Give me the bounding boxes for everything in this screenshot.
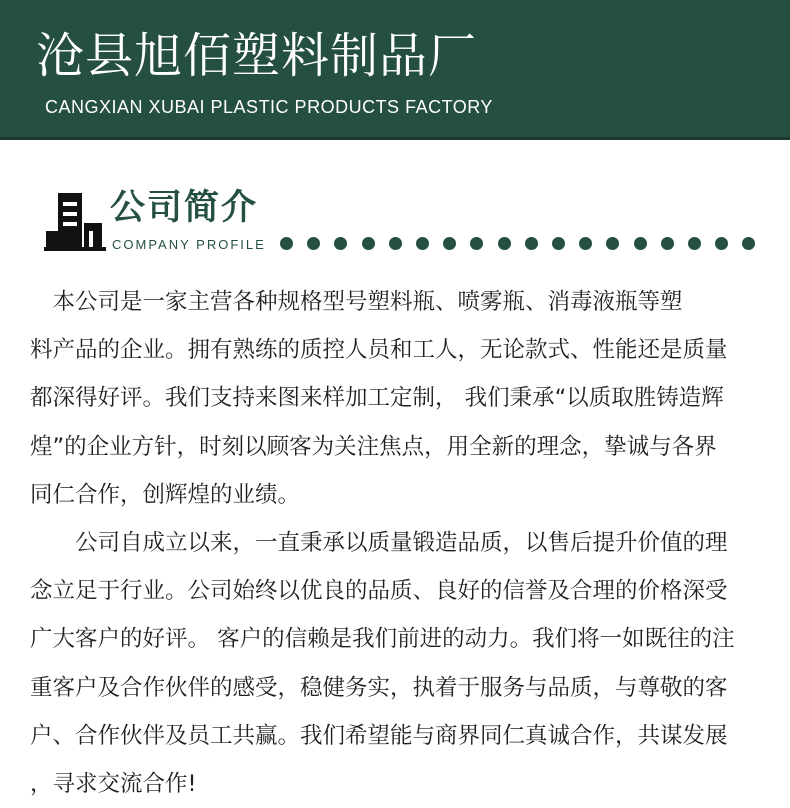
divider-dot [661,237,674,250]
divider-dot [579,237,592,250]
company-intro-text [30,278,770,808]
divider-dot [742,237,755,250]
divider-dot [389,237,402,250]
text-line: 广大客户的好评。 客户的信赖是我们前进的动力。我们将一如既往的注 [30,626,735,653]
divider-dot [443,237,456,250]
text-line: 同仁合作，创辉煌的业绩。 [30,481,301,508]
building-icon [44,193,106,253]
text-line: 都深得好评。我们支持来图来样加工定制， 我们秉承“以质取胜铸造辉 [30,385,724,412]
divider-dot [688,237,701,250]
text-line: ，寻求交流合作! [30,771,197,798]
company-name-en: CANGXIAN XUBAI PLASTIC PRODUCTS FACTORY [45,97,493,117]
divider-dot [606,237,619,250]
divider-dot [634,237,647,250]
divider-dot [416,237,429,250]
section-subtitle: COMPANY PROFILE [112,237,266,252]
divider-dot [525,237,538,250]
text-line: 本公司是一家主营各种规格型号塑料瓶、喷雾瓶、消毒液瓶等塑 [30,289,683,315]
section-heading [0,180,790,260]
divider-dot [552,237,565,250]
company-name-cn: 沧县旭佰塑料制品厂 [36,28,478,84]
divider-dot [362,237,375,250]
text-line: 煌”的企业方针，时刻以顾客为关注焦点，用全新的理念，挚诚与各界 [30,433,717,460]
text-line: 重客户及合作伙伴的感受，稳健务实，执着于服务与品质，与尊敬的客 [30,674,728,701]
divider-dot [280,237,293,250]
header-banner [0,0,790,140]
divider-dot [307,237,320,250]
text-line: 念立足于行业。公司始终以优良的品质、良好的信誉及合理的价格深受 [30,578,728,605]
text-line: 户、合作伙伴及员工共赢。我们希望能与商界同仁真诚合作，共谋发展 [30,722,728,749]
divider-dot [498,237,511,250]
text-line: 公司自成立以来，一直秉承以质量锻造品质，以售后提升价值的理 [30,530,728,557]
text-line: 料产品的企业。拥有熟练的质控人员和工人，无论款式、性能还是质量 [30,337,728,364]
divider-dot [470,237,483,250]
section-title: 公司简介 [110,188,259,228]
divider-dot [334,237,347,250]
divider-dot [715,237,728,250]
